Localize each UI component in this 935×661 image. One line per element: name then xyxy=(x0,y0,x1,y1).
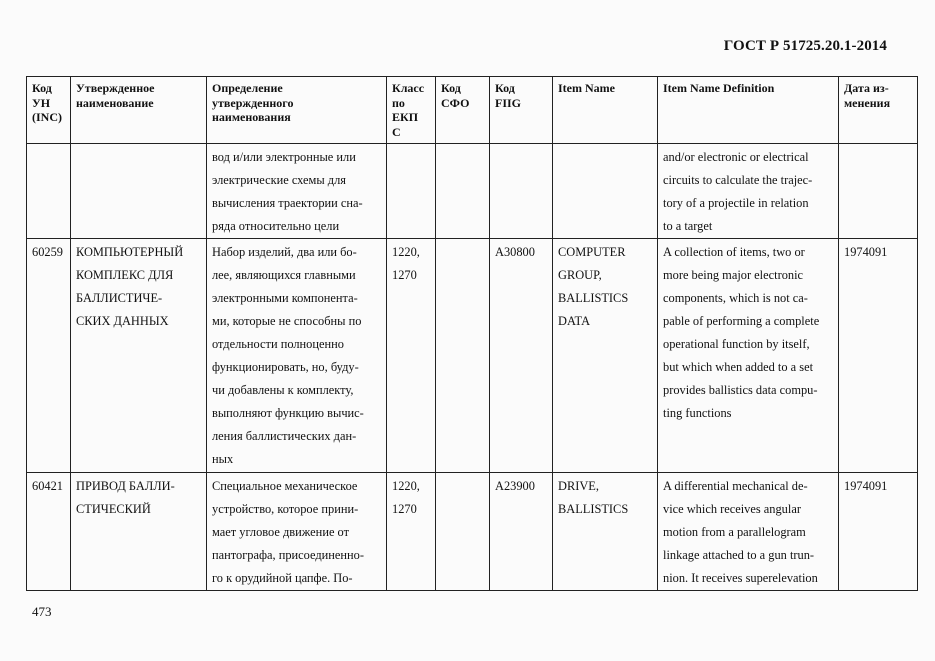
text-line: утвержденного xyxy=(212,95,294,110)
table-row xyxy=(27,239,918,473)
text-line: отдельности полноценно xyxy=(212,337,344,352)
text-line: электрические схемы для xyxy=(212,173,346,187)
text-line: nion. It receives superelevation xyxy=(663,570,818,585)
text-line: ления баллистических дан- xyxy=(212,429,357,444)
cell-definition xyxy=(207,144,387,239)
text-line: Набор изделий, два или бо- xyxy=(212,245,357,260)
cell-approved-name xyxy=(71,472,207,590)
text-line: СФО xyxy=(441,95,470,110)
text-line: КОМПЬЮТЕРНЫЙ xyxy=(76,245,184,260)
text-line: выполняют функцию вычис- xyxy=(212,406,364,421)
table-row xyxy=(27,472,918,590)
text-line: наименование xyxy=(76,95,154,110)
text-line: наименования xyxy=(212,110,291,124)
text-line: 1220, xyxy=(392,245,420,260)
col-header-item-name xyxy=(553,77,658,144)
document-code: ГОСТ Р 51725.20.1-2014 xyxy=(723,38,887,54)
col-header-fiig xyxy=(490,77,553,144)
text-line: 60259 xyxy=(32,245,63,260)
text-line: tory of a projectile in relation xyxy=(663,196,809,210)
text-line: УН xyxy=(32,95,51,110)
text-line: устройство, которое прини- xyxy=(212,501,359,516)
cell-item-definition xyxy=(658,144,839,239)
text-line: DRIVE, xyxy=(558,478,599,493)
text-line: GROUP, xyxy=(558,268,602,283)
text-line: DATA xyxy=(558,314,591,329)
text-line: and/or electronic or electrical xyxy=(663,150,809,164)
cell-item-name xyxy=(553,144,658,239)
col-header-sfo xyxy=(436,77,490,144)
text-line: КОМПЛЕКС ДЛЯ xyxy=(76,268,174,283)
col-header-class xyxy=(387,77,436,144)
text-line: 1270 xyxy=(392,501,417,516)
text-line: provides ballistics data compu- xyxy=(663,383,818,398)
table-row xyxy=(27,144,918,239)
text-line: вычисления траектории сна- xyxy=(212,196,363,210)
text-line: лее, являющихся главными xyxy=(212,268,356,283)
cell-item-name xyxy=(553,239,658,473)
text-line: Код xyxy=(441,81,461,95)
cell-date xyxy=(839,472,918,590)
text-line: operational function by itself, xyxy=(663,337,810,352)
col-header-item-definition xyxy=(658,77,839,144)
catalog-table xyxy=(26,76,918,591)
text-line: БАЛЛИСТИЧЕ- xyxy=(76,291,163,306)
text-line: СТИЧЕСКИЙ xyxy=(76,501,151,516)
text-line: FIIG xyxy=(495,95,522,110)
text-line: ting functions xyxy=(663,406,732,421)
text-line: components, which is not ca- xyxy=(663,291,808,306)
text-line: BALLISTICS xyxy=(558,501,629,516)
text-line: Код xyxy=(495,81,515,95)
cell-definition xyxy=(207,239,387,473)
cell-item-definition xyxy=(658,239,839,473)
text-line: ми, которые не способны по xyxy=(212,314,362,329)
cell-inc xyxy=(27,144,71,239)
cell-sfo xyxy=(436,144,490,239)
text-line: circuits to calculate the trajec- xyxy=(663,173,813,187)
cell-item-definition xyxy=(658,472,839,590)
cell-date xyxy=(839,144,918,239)
text-line: Код xyxy=(32,81,52,95)
text-line: 1974091 xyxy=(844,245,888,260)
cell-item-name xyxy=(553,472,658,590)
text-line: по xyxy=(392,95,405,110)
cell-approved-name xyxy=(71,239,207,473)
cell-class xyxy=(387,472,436,590)
cell-class xyxy=(387,239,436,473)
cell-inc xyxy=(27,239,71,473)
text-line: Item Name xyxy=(558,81,615,95)
text-line: Специальное механическое xyxy=(212,478,358,493)
cell-sfo xyxy=(436,472,490,590)
text-line: more being major electronic xyxy=(663,268,804,283)
text-line: СКИХ ДАННЫХ xyxy=(76,314,169,329)
text-line: электронными компонента- xyxy=(212,291,358,306)
text-line: ЕКП xyxy=(392,110,419,124)
text-line: pable of performing a complete xyxy=(663,314,820,329)
text-line: linkage attached to a gun trun- xyxy=(663,547,815,562)
cell-approved-name xyxy=(71,144,207,239)
table-header-row xyxy=(27,77,918,144)
text-line: пантографа, присоединенно- xyxy=(212,547,364,562)
text-line: BALLISTICS xyxy=(558,291,629,306)
cell-class xyxy=(387,144,436,239)
text-line: COMPUTER xyxy=(558,245,626,260)
text-line: го к орудийной цапфе. По- xyxy=(212,570,353,585)
col-header-definition xyxy=(207,77,387,144)
text-line: чи добавлены к комплекту, xyxy=(212,383,354,398)
text-line: Класс xyxy=(392,81,425,95)
cell-date xyxy=(839,239,918,473)
text-line: ряда относительно цели xyxy=(212,219,340,233)
text-line: but which when added to a set xyxy=(663,360,814,375)
text-line: Дата из- xyxy=(844,81,889,95)
text-line: A23900 xyxy=(495,478,535,493)
cell-fiig xyxy=(490,239,553,473)
text-line: Утвержденное xyxy=(76,81,155,95)
text-line: vice which receives angular xyxy=(663,501,801,516)
text-line: A30800 xyxy=(495,245,535,260)
text-line: A differential mechanical de- xyxy=(663,478,808,493)
cell-definition xyxy=(207,472,387,590)
text-line: С xyxy=(392,124,401,139)
text-line: Определение xyxy=(212,81,283,95)
text-line: to a target xyxy=(663,219,713,233)
col-header-approved-name xyxy=(71,77,207,144)
text-line: A collection of items, two or xyxy=(663,245,805,260)
col-header-date xyxy=(839,77,918,144)
text-line: Item Name Definition xyxy=(663,81,775,95)
cell-inc xyxy=(27,472,71,590)
text-line: ПРИВОД БАЛЛИ- xyxy=(76,478,175,493)
text-line: ных xyxy=(212,452,234,467)
text-line: 1974091 xyxy=(844,478,888,493)
cell-sfo xyxy=(436,239,490,473)
cell-fiig xyxy=(490,144,553,239)
page-number: 473 xyxy=(32,604,52,619)
text-line: 1220, xyxy=(392,478,420,493)
col-header-inc xyxy=(27,77,71,144)
cell-fiig xyxy=(490,472,553,590)
text-line: вод и/или электронные или xyxy=(212,150,356,164)
text-line: motion from a parallelogram xyxy=(663,524,806,539)
text-line: 60421 xyxy=(32,478,63,493)
text-line: (INC) xyxy=(32,110,62,124)
text-line: мает угловое движение от xyxy=(212,524,349,539)
text-line: менения xyxy=(844,95,891,110)
text-line: функционировать, но, буду- xyxy=(212,360,359,375)
text-line: 1270 xyxy=(392,268,417,283)
